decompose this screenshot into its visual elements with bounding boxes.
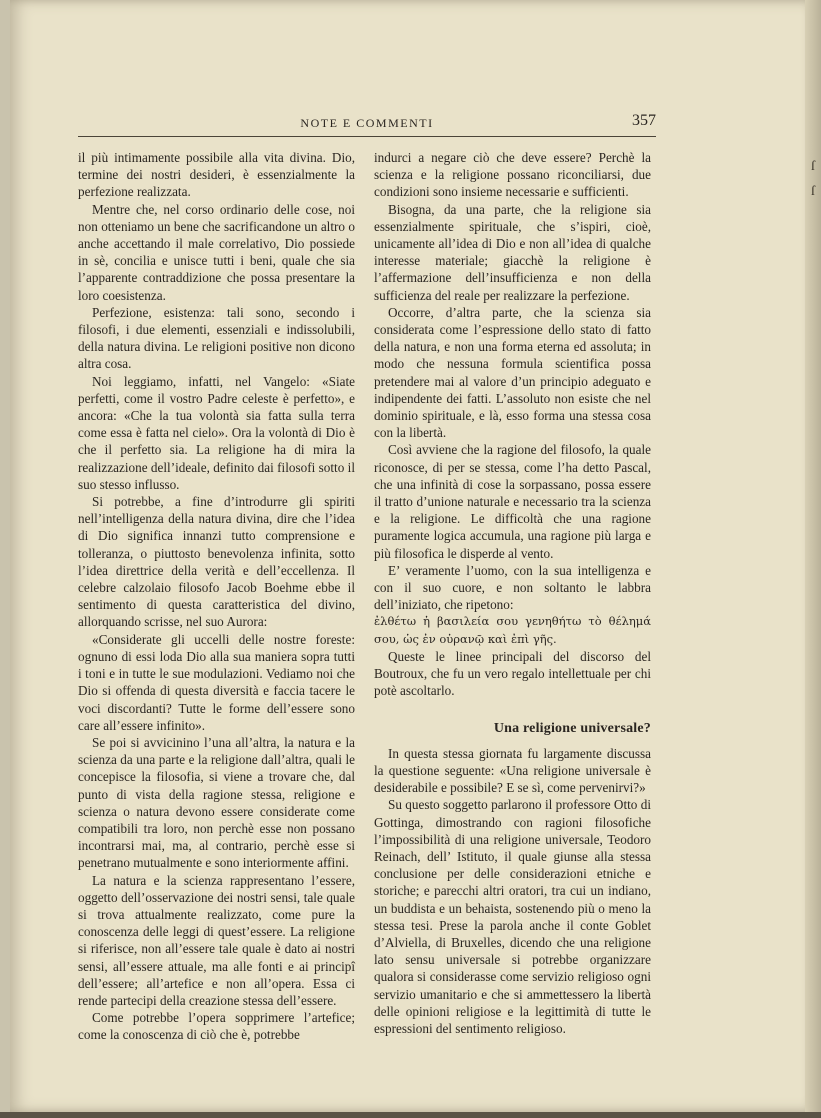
margin-mark: ſ xyxy=(811,184,815,199)
paragraph: Queste le linee principali del discorso del Boutroux, che fu un vero regalo intellettuale per chi potè ascoltarlo. xyxy=(374,648,651,699)
paragraph: Perfezione, esistenza: tali sono, secondo i filosofi, i due elementi, essenziali e indissolubili, della natura divina. Le religioni positive non dicono altra cosa. xyxy=(78,304,355,372)
paragraph: Occorre, d’altra parte, che la scienza sia considerata come l’espressione dello stato di fatto della natura, e non una forma eterna ed assoluta; in modo che nessuna formula scientifica possa pretendere mai al valore d’un principio adeguato e indipendente dei fatti. L’assoluto non esiste che nel dominio spirituale, e là, esso forma una stessa cosa con la libertà. xyxy=(374,304,651,441)
margin-mark: ſ xyxy=(811,159,815,174)
running-header xyxy=(78,112,656,138)
paragraph: Si potrebbe, a fine d’introdurre gli spiriti nell’intelligenza della natura divina, dire che l’idea di Dio significa innanzi tutto comprensione e tolleranza, o piuttosto benevolenza infinita, sotto l’idea direttrice della verità e dell’eccellenza. Il celebre calzolaio filosofo Jacob Boehme ebbe il sentimento di questa caratteristica del divino, allorquando scrisse, nel suo Aurora: xyxy=(78,494,355,630)
paragraph: Se poi si avvicinino l’una all’altra, la natura e la scienza da una parte e la religione dall’altra, quali le concepisce la filosofia, si viene a trovare che, dal punto di vista della ragione stessa, religione e scienza o natura devono essere considerate come compatibili tra loro, non perchè esse non possano incontrarsi mai, ma, al contrario, perchè esse si penetrano mutualmente e sono interiormente affini. xyxy=(78,734,355,871)
paragraph: «Considerate gli uccelli delle nostre foreste: ognuno di essi loda Dio alla sua maniera sopra tutti i toni e in tutte le sue modulazioni. Vediamo noi che Dio si offenda di questa diversità e faccia tacere le voci discordanti? Tutte le forme dell’essere sono care all’essere infinito». xyxy=(78,631,355,733)
paragraph: E’ veramente l’uomo, con la sua intelligenza e con il suo cuore, e non soltanto le labbra dell’iniziato, che ripetono: xyxy=(374,562,651,613)
paragraph: Bisogna, da una parte, che la religione sia essenzialmente spirituale, che s’ispiri, cioè, unicamente all’idea di Dio e non all’idea di qualche interesse materiale; giacchè la religione è l’affermazione dell’insufficienza e non della sufficienza del reale per realizzare la perfezione. xyxy=(374,201,651,303)
greek-quotation: ἐλθέτω ἡ βασιλεία σου γενηθήτω τὸ θέλημά σου, ὡς ἐν οὐρανῷ καὶ ἐπὶ γῆς. xyxy=(374,614,651,646)
paragraph: Così avviene che la ragione del filosofo, la quale riconosce, di per se stessa, come l’ha detto Pascal, che una infinità di cose la sorpassano, possa essere il tratto d’unione naturale e necessario tra la scienza e la religione. Le difficoltà che una ragione puramente logica accumula, una ragione più larga e più filosofica le disperde al vento. xyxy=(374,442,651,561)
page-bottom-edge xyxy=(0,1112,821,1118)
section-heading: Una religione universale? xyxy=(493,720,651,736)
header-rule xyxy=(78,136,656,137)
paragraph: Come potrebbe l’opera sopprimere l’artefice; come la conoscenza di ciò che è, potrebbe xyxy=(78,1010,355,1043)
paragraph: il più intimamente possibile alla vita divina. Dio, termine dei nostri desideri, è essenzialmente la perfezione realizzata. xyxy=(78,150,355,200)
paragraph: Noi leggiamo, infatti, nel Vangelo: «Siate perfetti, come il vostro Padre celeste è perfetto», e ancora: «Che la tua volontà sia fatta sulla terra come essa è fatta nel cielo». Ora la volontà di Dio è che il perfetto sia. La religione ha di mira la realizzazione dell’ideale, definito dai filosofi sotto il suo stesso influsso. xyxy=(78,373,355,492)
paragraph: In questa stessa giornata fu largamente discussa la questione seguente: «Una religione universale è desiderabile e possibile? E se sì, come pervenirvi?» xyxy=(374,745,651,796)
left-column xyxy=(78,149,355,1044)
paragraph: Mentre che, nel corso ordinario delle cose, noi non otteniamo un bene che sacrificandone un altro o anche accettando il male correlativo, Dio possiede in sè, concilia e unisce tutti i beni, quale che sia l’apparente contraddizione che possa presentare la loro coesistenza. xyxy=(78,201,355,303)
paragraph: La natura e la scienza rappresentano l’essere, oggetto dell’osservazione dei nostri sensi, tale quale si trova attualmente realizzato, come pure la conoscenza delle leggi di quest’essere. La religione si riferisce, non all’essere tale quale è dato ai nostri sensi, all’essere attuale, ma alle fonti e ai principî dell’essere; all’artefice e non all’opera. Essa ci rende partecipi della creazione stessa dell’essere. xyxy=(78,872,355,1008)
paragraph: indurci a negare ciò che deve essere? Perchè la scienza e la religione possano riconciliarsi, due condizioni sono insieme necessarie e sufficienti. xyxy=(374,150,651,200)
paragraph: Su questo soggetto parlarono il professore Otto di Gottinga, dimostrando con ragioni filosofiche l’impossibilità di una religione universale, Teodoro Reinach, dell’ Istituto, il quale giunse alla stessa conclusione per delle considerazioni etniche e storiche; e parecchi altri oratori, tra cui un indiano, un buddista e un behaista, sostenendo più o meno la stessa tesi. Prese la parola anche il conte Goblet d’Alviella, di Bruxelles, dicendo che una religione lato sensu universale si potrebbe organizzare qualora si considerasse come servizio religioso ogni servizio umanitario e che si ammettessero la libertà delle opinioni religiose e la legittimità di tutte le espressioni del sentimento religioso. xyxy=(374,797,651,1036)
page-number: 357 xyxy=(632,112,656,129)
running-title: NOTE E COMMENTI xyxy=(300,116,434,130)
right-column xyxy=(374,149,651,1037)
